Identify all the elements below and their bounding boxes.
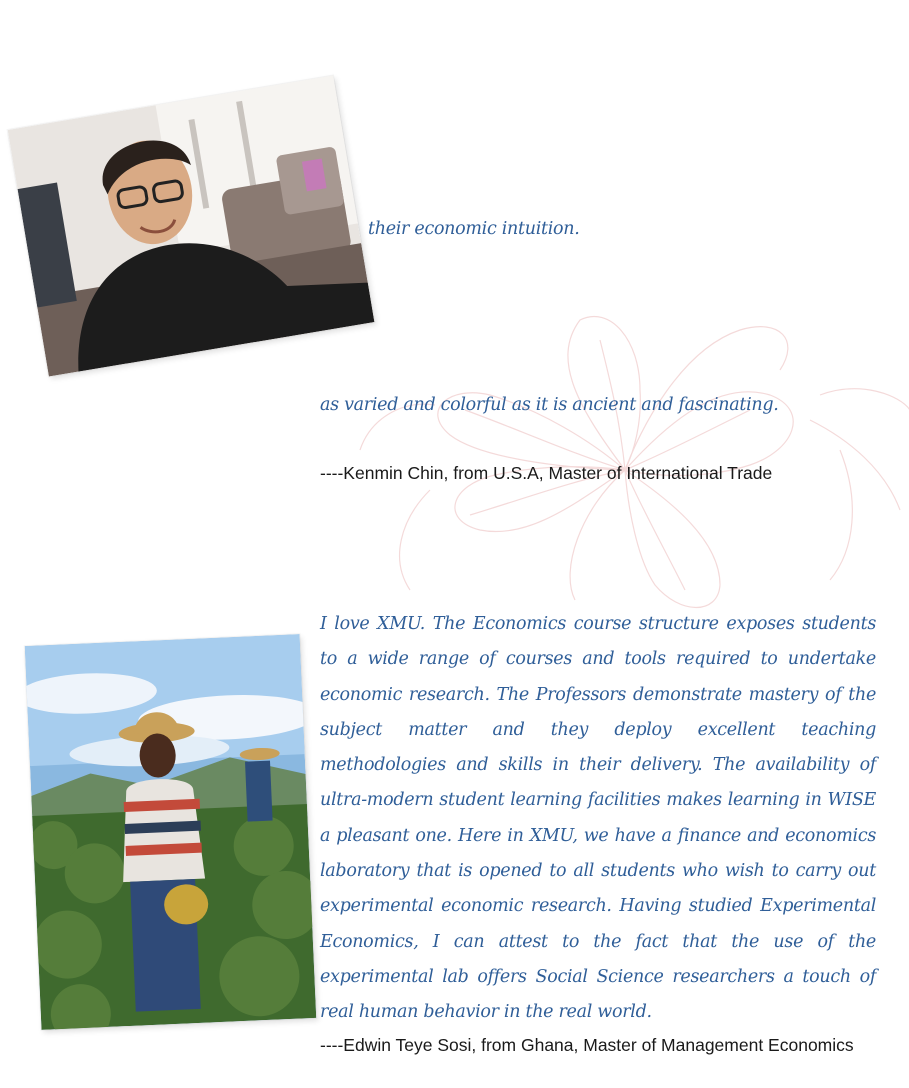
- testimonial-2-quote: I love XMU. The Economics course structure exposes students to a wide range of courses and tools required to undertake economic research. The Professors demonstrate mastery of the subject matter and they deploy excellent teaching methodologies and skills in their delivery. The availability of ultra-modern student learning facilities makes learning in WISE a pleasant one. Here in XMU, we have a finance and economics laboratory that is opened to all students who wish to carry out experimental economic research. Having studied Experimental Economics, I can attest to the fact that the use of the experimental lab offers Social Science researchers a touch of real human behavior in the real world.: [320, 614, 876, 1023]
- testimonial-2-attribution: ----Edwin Teye Sosi, from Ghana, Master of Management Economics: [320, 1035, 854, 1055]
- quote-line: their economic intuition.: [368, 219, 580, 239]
- student-photo-edwin: [25, 634, 316, 1030]
- student-photo-kenmin: [8, 75, 375, 376]
- testimonial-1-attribution: ----Kenmin Chin, from U.S.A, Master of International Trade: [320, 463, 773, 483]
- quote-line: as varied and colorful as it is ancient and fascinating.: [320, 395, 779, 415]
